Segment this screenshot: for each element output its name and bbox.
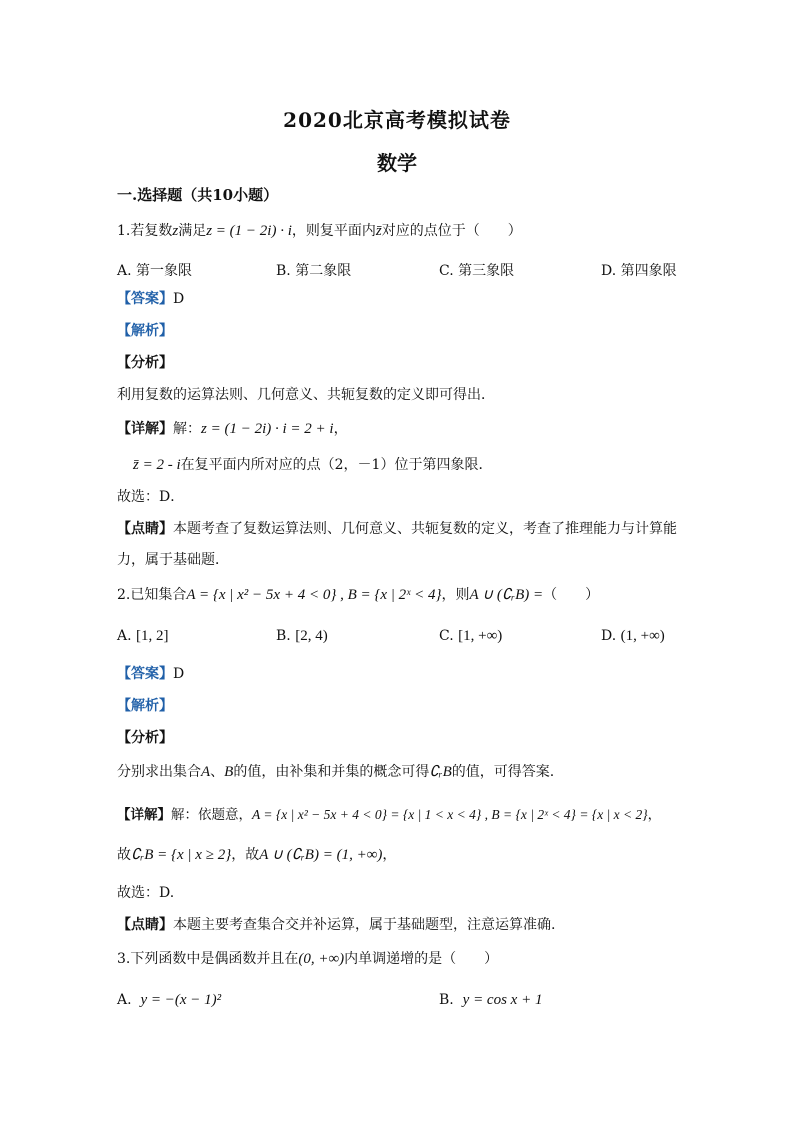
q2-option-a	[117, 628, 169, 645]
q2-option-d	[601, 628, 665, 645]
q2-detail-end: ，	[647, 807, 662, 823]
q3-stem	[117, 950, 498, 968]
q1-detail-pre: 解：	[173, 421, 201, 437]
q2-analysis	[117, 697, 173, 715]
q2-fenxi-b: B	[224, 764, 234, 780]
q1-fenxi-heading	[117, 354, 173, 372]
q2-fenxi-pre: 分别求出集合	[117, 764, 201, 780]
q1-detail-tag: 【详解】	[117, 421, 173, 437]
q1-var: z	[172, 223, 179, 239]
q1-answer	[117, 290, 184, 308]
q1-analysis	[117, 322, 173, 340]
q1-dianjing-text-1: 本题考查了复数运算法则、几何意义、共轭复数的定义，考查了推理能力与计算能	[173, 521, 677, 537]
q2-stem	[117, 586, 599, 604]
q2-dianjing-tag: 【点睛】	[117, 917, 173, 933]
q2-fenxi-tag: 【分析】	[117, 730, 173, 746]
q3-option-b-value: y = cos x + 1	[462, 992, 543, 1008]
q2-dianjing	[117, 916, 555, 934]
q2-option-b-value: [2, 4)	[295, 628, 328, 644]
q1-fenxi-text: 利用复数的运算法则、几何意义、共轭复数的定义即可得出．	[117, 387, 495, 403]
q2-fenxi-mid: 的值，由补集和并集的概念可得	[233, 764, 430, 780]
q1-answer-value: D	[173, 291, 185, 307]
q1-end: 对应的点位于（ ）	[381, 223, 522, 239]
q2-detail-formula: A = {x | x² − 5x + 4 < 0} = {x | 1 < x < 4} , B = {x | 2ˣ < 4} = {x | x < 2}	[252, 807, 648, 822]
q1-conj-formula: z̄ = 2 - i	[133, 457, 181, 473]
q1-stem	[117, 222, 522, 240]
q3-option-a	[117, 992, 221, 1009]
q2-line2-formula: ∁ᵣB = {x | x ≥ 2}	[131, 847, 232, 863]
q1-option-d: D. 第四象限	[601, 263, 677, 279]
q3-pre: 3.下列函数中是偶函数并且在	[117, 951, 299, 967]
q2-answer	[117, 665, 184, 683]
q2-option-a-value: [1, 2]	[136, 628, 169, 644]
q2-option-a-label: A.	[117, 628, 132, 644]
q1-answer-tag: 【答案】	[117, 291, 173, 307]
q2-detail	[117, 806, 661, 824]
q2-option-c-value: [1, +∞)	[458, 628, 503, 644]
q1-pre: 1.若复数	[117, 223, 173, 239]
section-heading: 一.选择题（共10小题）	[117, 186, 279, 204]
q2-option-b	[276, 628, 328, 645]
q2-fenxi-cb: ∁ᵣB	[429, 764, 452, 780]
q1-conj-line	[133, 456, 492, 474]
q1-detail-formula: z = (1 − 2i) · i = 2 + i	[201, 421, 334, 437]
q1-conj-text: 在复平面内所对应的点（2，－1）位于第四象限．	[180, 457, 493, 473]
q2-answer-tag: 【答案】	[117, 666, 173, 682]
q2-analysis-tag: 【解析】	[117, 698, 173, 714]
q1-detail	[117, 420, 348, 438]
q3-option-b-label: B.	[439, 992, 454, 1008]
q2-option-c	[439, 628, 502, 645]
q1-dianjing-tag: 【点睛】	[117, 521, 173, 537]
q1-option-c: C. 第三象限	[439, 263, 515, 279]
q3-formula: (0, +∞)	[298, 951, 345, 967]
q3-option-a-label: A.	[117, 992, 132, 1008]
q1-dianjing-2: 力，属于基础题．	[117, 552, 229, 568]
q2-option-d-label: D.	[601, 628, 617, 644]
q2-detail-line2	[117, 846, 396, 864]
q2-pre: 2.已知集合	[117, 587, 187, 603]
q3-end: 内单调递增的是（ ）	[344, 951, 499, 967]
q2-fenxi-end: 的值，可得答案.	[451, 764, 555, 780]
page-subtitle: 数学	[377, 151, 417, 175]
q2-answer-value: D	[173, 666, 185, 682]
q1-option-b: B. 第二象限	[276, 263, 352, 279]
q1-conj: z̄	[375, 223, 382, 239]
q1-tail: ，则复平面内	[291, 223, 376, 239]
q2-mid: ，则	[441, 587, 470, 603]
q2-line2-end: ，	[382, 847, 397, 863]
q2-dianjing-text: 本题主要考查集合交并补运算，属于基础题型，注意运算准确.	[173, 917, 556, 933]
q1-formula: z = (1 − 2i) · i	[206, 223, 292, 239]
q2-line2-pre: 故	[117, 847, 131, 863]
q1-dianjing-1	[117, 520, 677, 538]
q2-detail-tag: 【详解】	[117, 807, 171, 823]
q2-formula2: A ∪ (∁ᵣB) =	[469, 587, 544, 603]
q1-detail-end: ，	[333, 421, 348, 437]
q2-option-c-label: C.	[439, 628, 454, 644]
q2-option-d-value: (1, +∞)	[620, 628, 665, 644]
q1-analysis-tag: 【解析】	[117, 323, 173, 339]
q3-option-a-value: y = −(x − 1)²	[140, 992, 222, 1008]
q2-fenxi-text	[117, 763, 554, 781]
q2-fenxi-a: A	[201, 764, 211, 780]
q2-end: （ ）	[543, 587, 600, 603]
q2-fenxi-sep: 、	[210, 764, 225, 780]
q1-fenxi-tag: 【分析】	[117, 355, 173, 371]
q2-line2-formula2: A ∪ (∁ᵣB) = (1, +∞)	[259, 847, 383, 863]
q2-fenxi-heading	[117, 729, 173, 747]
q1-option-a: A. 第一象限	[117, 263, 193, 279]
page-title: 2020北京高考模拟试卷	[283, 108, 511, 132]
q2-formula: A = {x | x² − 5x + 4 < 0} , B = {x | 2ˣ < 4}	[186, 587, 442, 603]
q1-mid: 满足	[178, 223, 207, 239]
q2-option-b-label: B.	[276, 628, 291, 644]
q2-choose: 故选：D.	[117, 885, 175, 901]
q3-option-b	[439, 992, 542, 1009]
q1-choose: 故选：D．	[117, 489, 185, 505]
q2-line2-mid: ，故	[231, 847, 260, 863]
q2-detail-pre: 解：依题意，	[171, 807, 252, 823]
